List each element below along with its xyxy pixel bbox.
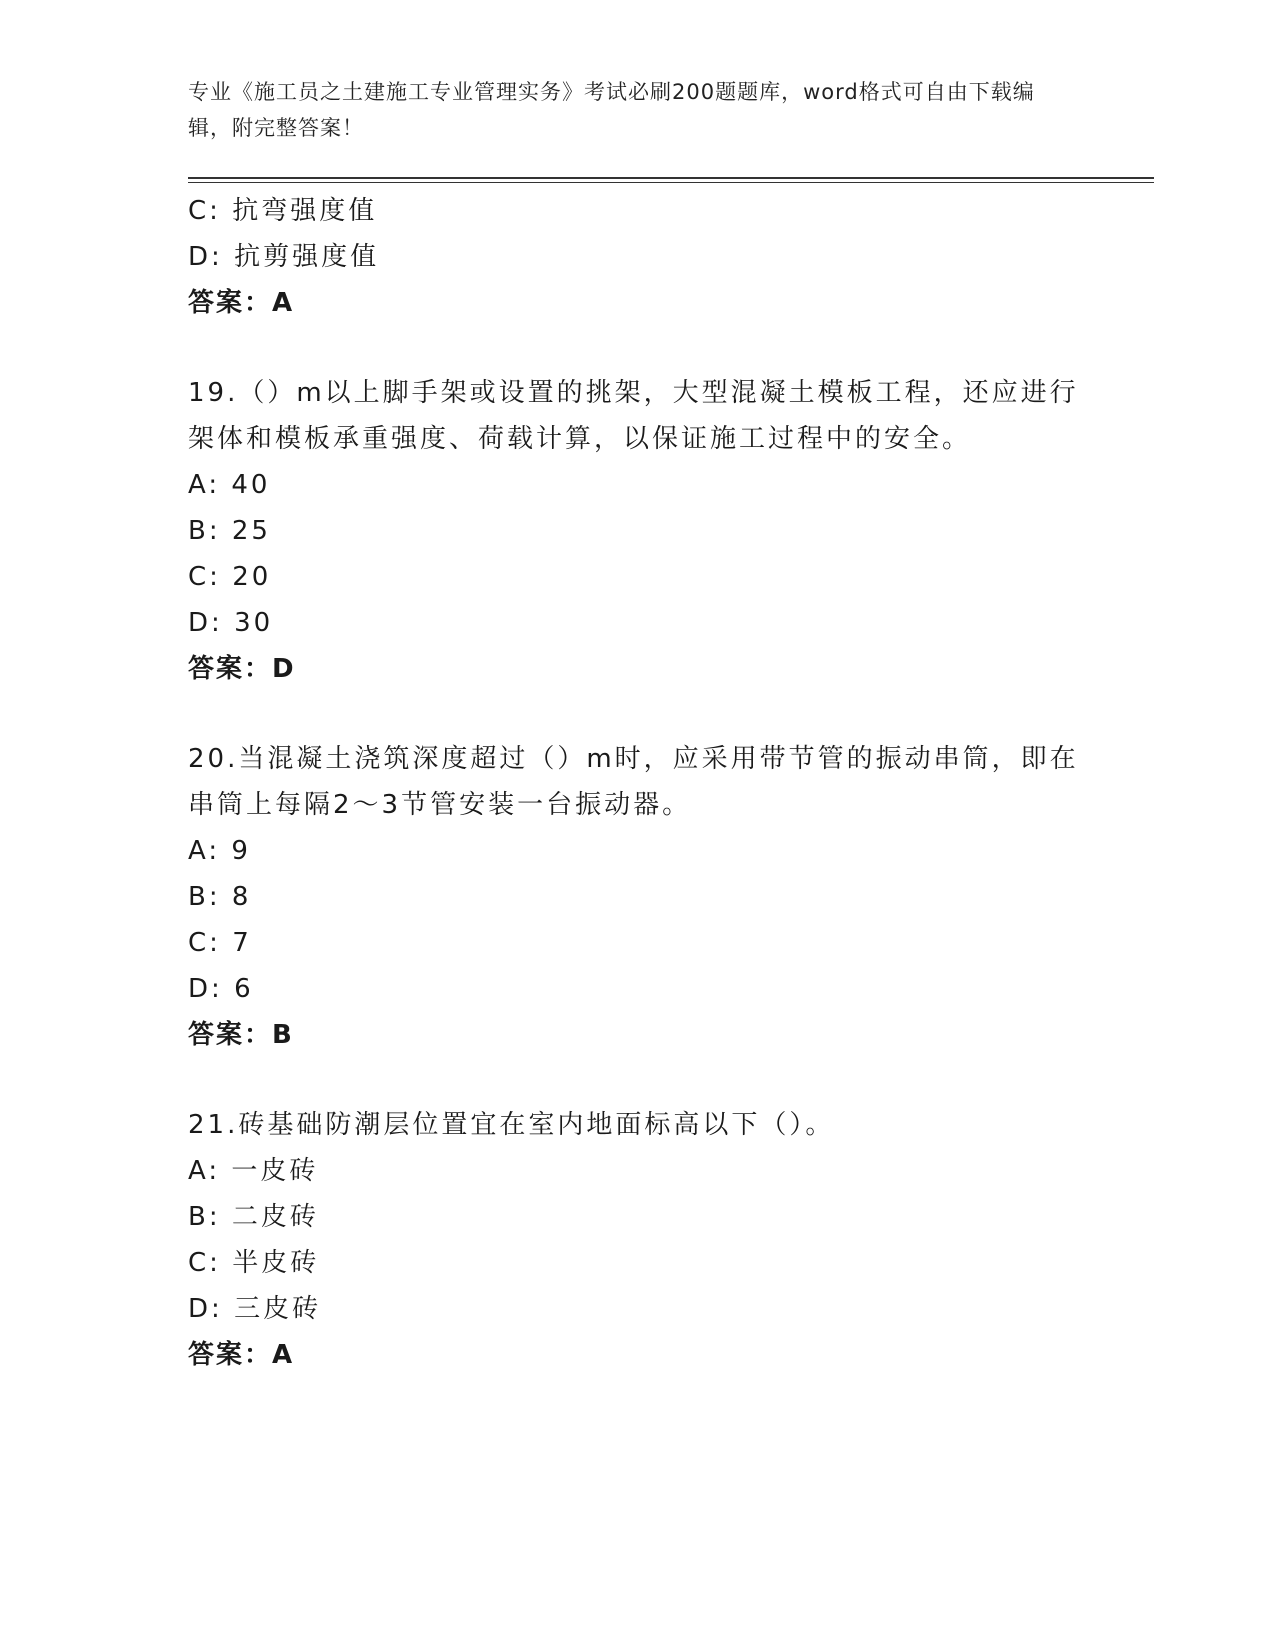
option-d: D: 30 bbox=[188, 608, 274, 638]
option-b: B: 二皮砖 bbox=[188, 1202, 319, 1232]
option-a: A: 9 bbox=[188, 836, 251, 866]
question-text-cont: 串筒上每隔2～3节管安装一台振动器。 bbox=[188, 790, 692, 820]
option-a: A: 40 bbox=[188, 470, 271, 500]
question-partial bbox=[188, 188, 1088, 326]
option-d: D: 6 bbox=[188, 974, 254, 1004]
header-divider bbox=[188, 177, 1154, 183]
question-text: 20.当混凝土浇筑深度超过（）m时，应采用带节管的振动串筒，即在 bbox=[188, 744, 1079, 774]
option-b: B: 8 bbox=[188, 882, 252, 912]
answer: 答案：D bbox=[188, 654, 296, 684]
answer: 答案：B bbox=[188, 1020, 294, 1050]
question-20 bbox=[188, 736, 1088, 1058]
option-d: D: 抗剪强度值 bbox=[188, 242, 380, 272]
question-21 bbox=[188, 1102, 1088, 1378]
option-c: C: 抗弯强度值 bbox=[188, 196, 378, 226]
option-c: C: 半皮砖 bbox=[188, 1248, 320, 1278]
answer: 答案：A bbox=[188, 288, 295, 318]
option-b: B: 25 bbox=[188, 516, 271, 546]
question-19 bbox=[188, 370, 1088, 692]
option-c: C: 20 bbox=[188, 562, 272, 592]
question-text-cont: 架体和模板承重强度、荷载计算，以保证施工过程中的安全。 bbox=[188, 424, 972, 454]
question-list bbox=[188, 188, 1088, 1378]
answer: 答案：A bbox=[188, 1340, 295, 1370]
question-text: 21.砖基础防潮层位置宜在室内地面标高以下（）。 bbox=[188, 1110, 835, 1140]
option-c: C: 7 bbox=[188, 928, 252, 958]
page-header: 专业《施工员之土建施工专业管理实务》考试必刷200题题库，word格式可自由下载编辑，附完整答案！ bbox=[188, 80, 1035, 140]
option-a: A: 一皮砖 bbox=[188, 1156, 319, 1186]
option-d: D: 三皮砖 bbox=[188, 1294, 322, 1324]
question-text: 19.（）m以上脚手架或设置的挑架，大型混凝土模板工程，还应进行 bbox=[188, 378, 1079, 408]
